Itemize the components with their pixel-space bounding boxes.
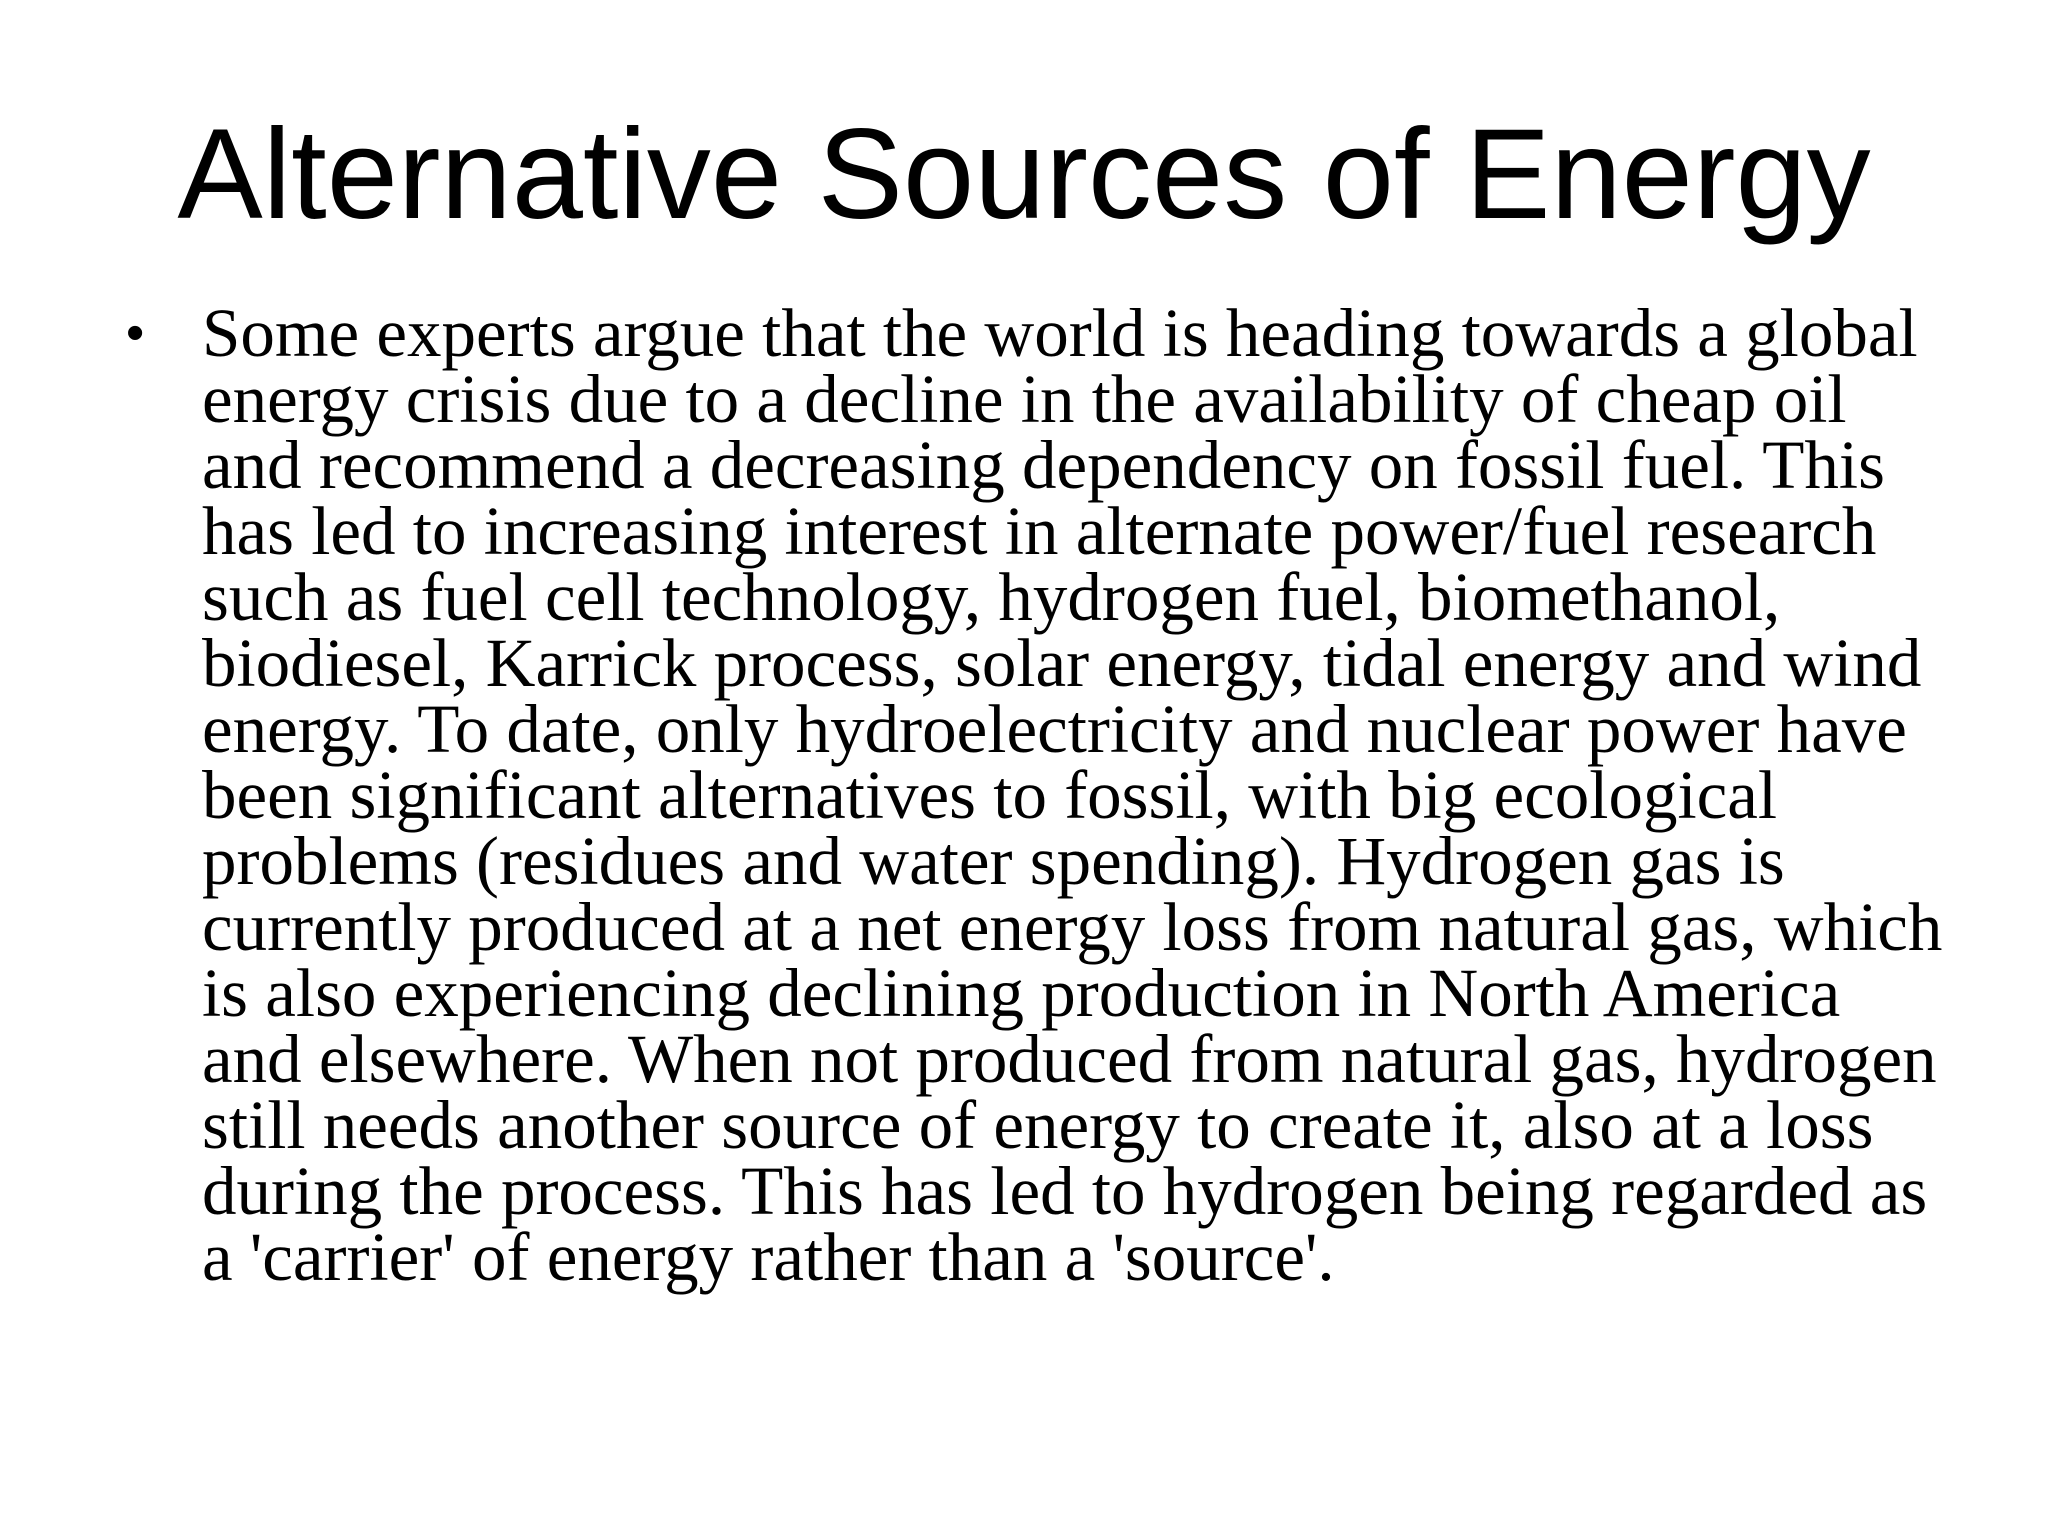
slide-title: Alternative Sources of Energy bbox=[177, 103, 1871, 246]
bullet-item bbox=[126, 295, 1946, 1295]
bullet-marker: • bbox=[126, 304, 145, 362]
bullet-list bbox=[126, 295, 1946, 1295]
bullet-text: Some experts argue that the world is heading towards a global energy crisis due to a decline in the availability of cheap oil and recommend a decreasing dependency on fossil fuel. This has led to increasing interest in alternate power/fuel research such as fuel cell technology, hydrogen fuel, biomethanol, biodiesel, Karrick process, solar energy, tidal energy and wind energy. To date, only hydroelectricity and nuclear power have been significant alternatives to fossil, with big ecological problems (residues and water spending). Hydrogen gas is currently produced at a net energy loss from natural gas, which is also experiencing declining production in North America and elsewhere. When not produced from natural gas, hydrogen still needs another source of energy to create it, also at a loss during the process. This has led to hydrogen being regarded as a 'carrier' of energy rather than a 'source'. bbox=[202, 295, 1943, 1295]
